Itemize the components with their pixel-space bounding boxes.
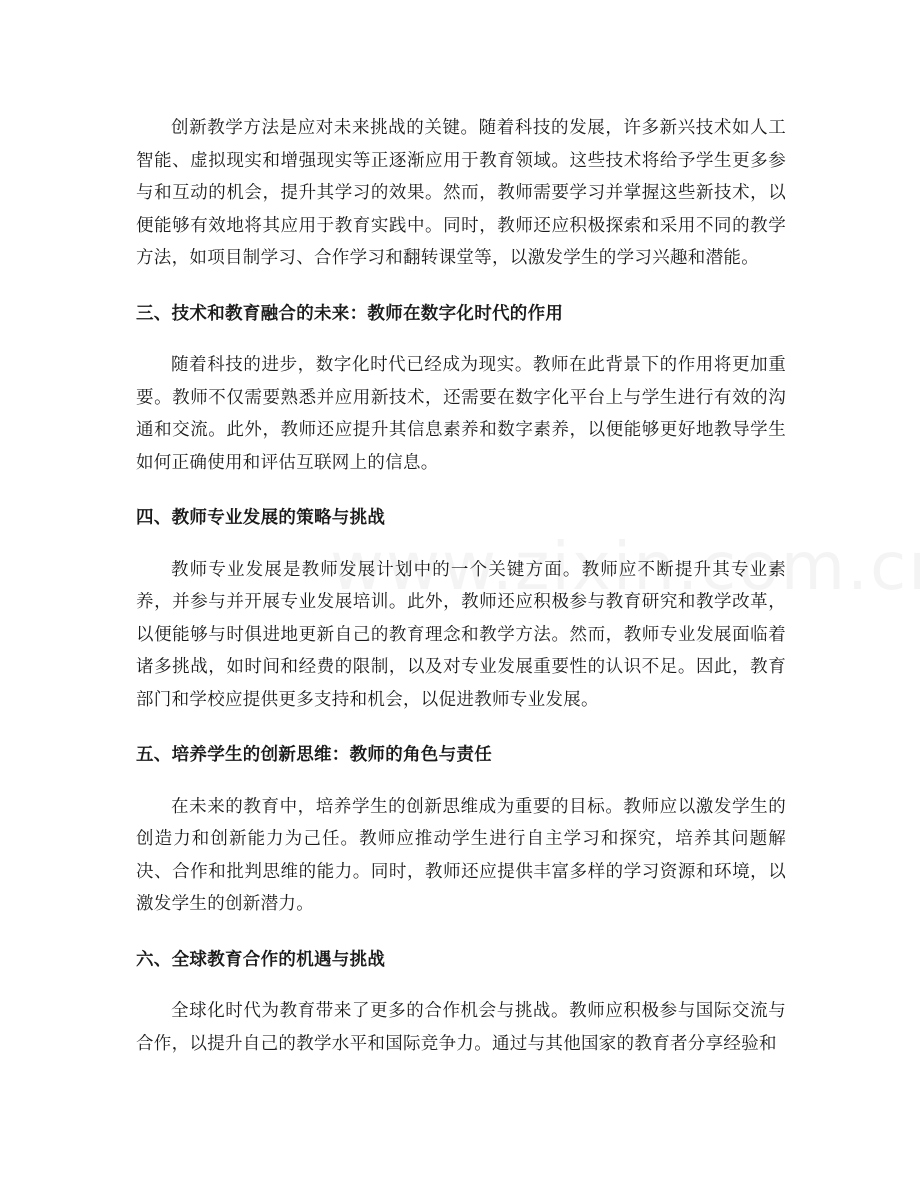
paragraph-innovative-teaching: 创新教学方法是应对未来挑战的关键。随着科技的发展，许多新兴技术如人工智能、虚拟现实和增强现实等正逐渐应用于教育领域。这些技术将给予学生更多参与和互动的机会，提升其学习的效果。然而，教师需要学习并掌握这些新技术，以便能够有效地将其应用于教育实践中。同时，教师还应积极探索和采用不同的教学方法，如项目制学习、合作学习和翻转课堂等，以激发学生的学习兴趣和潜能。 [136, 118, 786, 268]
paragraph-section-3: 随着科技的进步，数字化时代已经成为现实。教师在此背景下的作用将更加重要。教师不仅需要熟悉并应用新技术，还需要在数字化平台上与学生进行有效的沟通和交流。此外，教师还应提升其信息素养和数字素养，以便能够更好地教导学生如何正确使用和评估互联网上的信息。 [136, 355, 786, 473]
heading-section-6: 六、全球教育合作的机遇与挑战 [136, 949, 386, 970]
document-body [136, 112, 786, 1060]
heading-section-5: 五、培养学生的创新思维：教师的角色与责任 [136, 745, 492, 765]
paragraph-section-5: 在未来的教育中，培养学生的创新思维成为重要的目标。教师应以激发学生的创造力和创新能力为己任。教师应推动学生进行自主学习和探究，培养其问题解决、合作和批判思维的能力。同时，教师还应提供丰富多样的学习资源和环境，以激发学生的创新潜力。 [136, 796, 786, 914]
heading-section-3: 三、技术和教育融合的未来：教师在数字化时代的作用 [136, 303, 564, 324]
heading-section-4: 四、教师专业发展的策略与挑战 [136, 508, 386, 528]
paragraph-section-4: 教师专业发展是教师发展计划中的一个关键方面。教师应不断提升其专业素养，并参与并开展专业发展培训。此外，教师还应积极参与教育研究和教学改革，以便能够与时俱进地更新自己的教育理念和教学方法。然而，教师专业发展面临着诸多挑战，如时间和经费的限制，以及对专业发展重要性的认识不足。因此，教育部门和学校应提供更多支持和机会，以促进教师专业发展。 [136, 559, 786, 710]
paragraph-section-6: 全球化时代为教育带来了更多的合作机会与挑战。教师应积极参与国际交流与合作，以提升自己的教学水平和国际竞争力。通过与其他国家的教育者分享经验和 [136, 1001, 786, 1054]
